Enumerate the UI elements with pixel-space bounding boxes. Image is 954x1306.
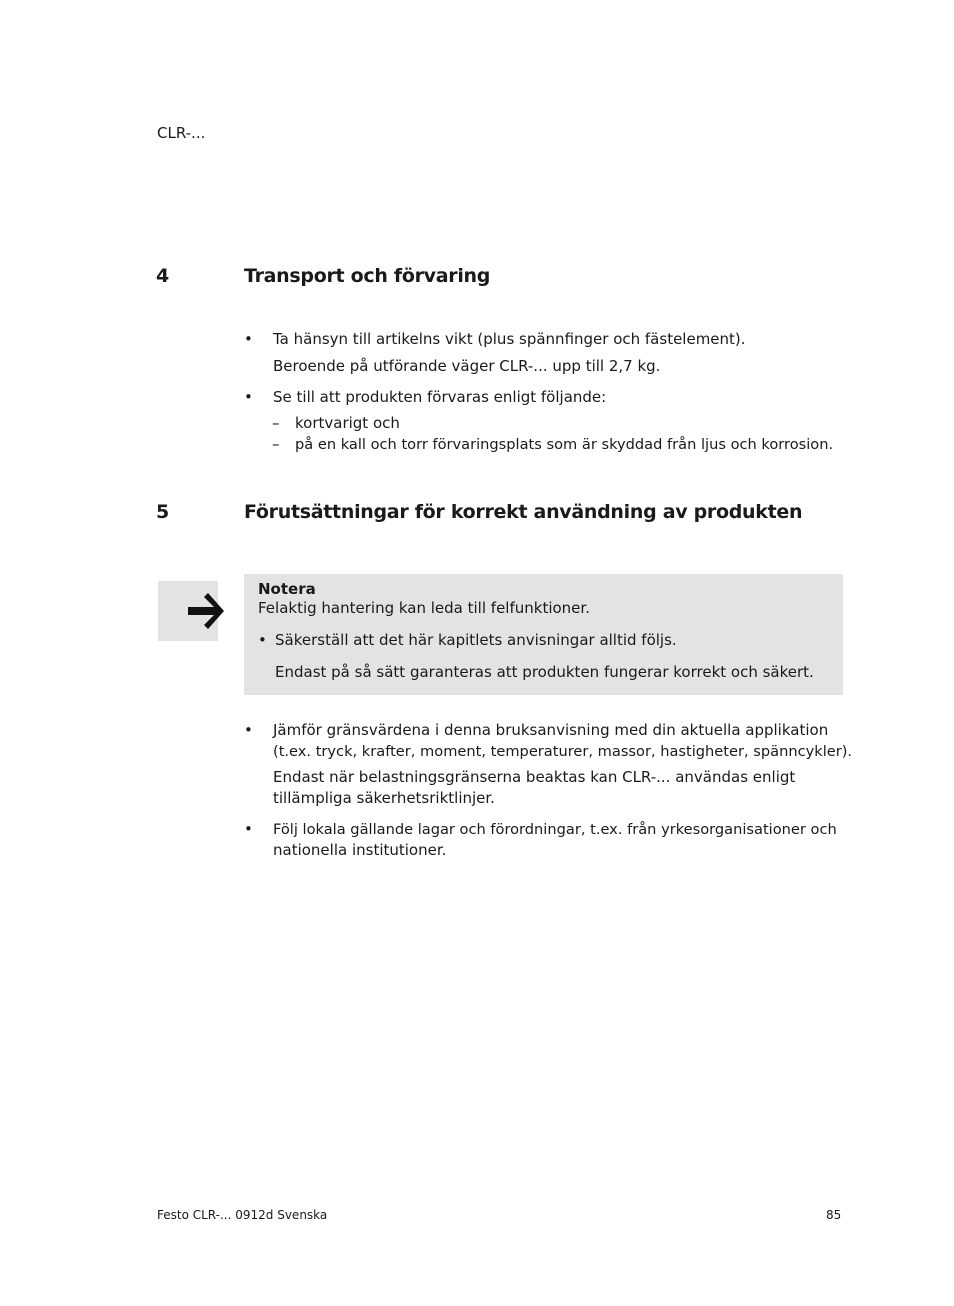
list-item: Jämför gränsvärdena i denna bruksanvisning med din aktuella applikation	[273, 721, 829, 739]
bullet-symbol: •	[244, 330, 253, 348]
section-4-title: Transport och förvaring	[244, 265, 491, 287]
note-bullet-sub: Endast på så sätt garanteras att produkten fungerar korrekt och säkert.	[275, 663, 814, 681]
list-item-sub: tillämpliga säkerhetsriktlinjer.	[273, 789, 495, 807]
list-item: Se till att produkten förvaras enligt följande:	[273, 388, 607, 406]
list-item: Ta hänsyn till artikelns vikt (plus spännfinger och fästelement).	[273, 330, 746, 348]
list-item: (t.ex. tryck, krafter, moment, temperaturer, massor, hastigheter, spänncykler).	[273, 743, 853, 760]
dash-symbol: –	[272, 435, 280, 453]
note-box	[244, 574, 843, 695]
running-header: CLR-...	[157, 124, 206, 142]
list-item-sub: Endast när belastningsgränserna beaktas kan CLR-... användas enligt	[273, 768, 796, 786]
dash-symbol: –	[272, 414, 280, 432]
dash-item: på en kall och torr förvaringsplats som är skyddad från ljus och korrosion.	[295, 436, 834, 453]
note-text: Felaktig hantering kan leda till felfunktioner.	[258, 599, 590, 617]
bullet-symbol: •	[244, 388, 253, 406]
dash-item: kortvarigt och	[295, 414, 400, 432]
bullet-symbol: •	[244, 820, 253, 838]
list-item-sub: Beroende på utförande väger CLR-... upp till 2,7 kg.	[273, 357, 661, 375]
bullet-symbol: •	[244, 721, 253, 739]
section-5-title: Förutsättningar för korrekt användning av produkten	[244, 501, 803, 523]
section-4-number: 4	[156, 265, 170, 287]
list-item: Följ lokala gällande lagar och förordningar, t.ex. från yrkesorganisationer och	[273, 821, 837, 838]
page-number: 85	[826, 1208, 842, 1222]
note-heading: Notera	[258, 580, 316, 598]
note-icon-box	[158, 581, 218, 641]
note-bullet: Säkerställ att det här kapitlets anvisningar alltid följs.	[275, 631, 677, 649]
arrow-right-icon	[186, 591, 228, 631]
list-item: nationella institutioner.	[273, 841, 447, 859]
footer-doc-id: Festo CLR-... 0912d Svenska	[157, 1208, 328, 1222]
section-5-number: 5	[156, 501, 170, 523]
bullet-symbol: •	[258, 631, 267, 649]
